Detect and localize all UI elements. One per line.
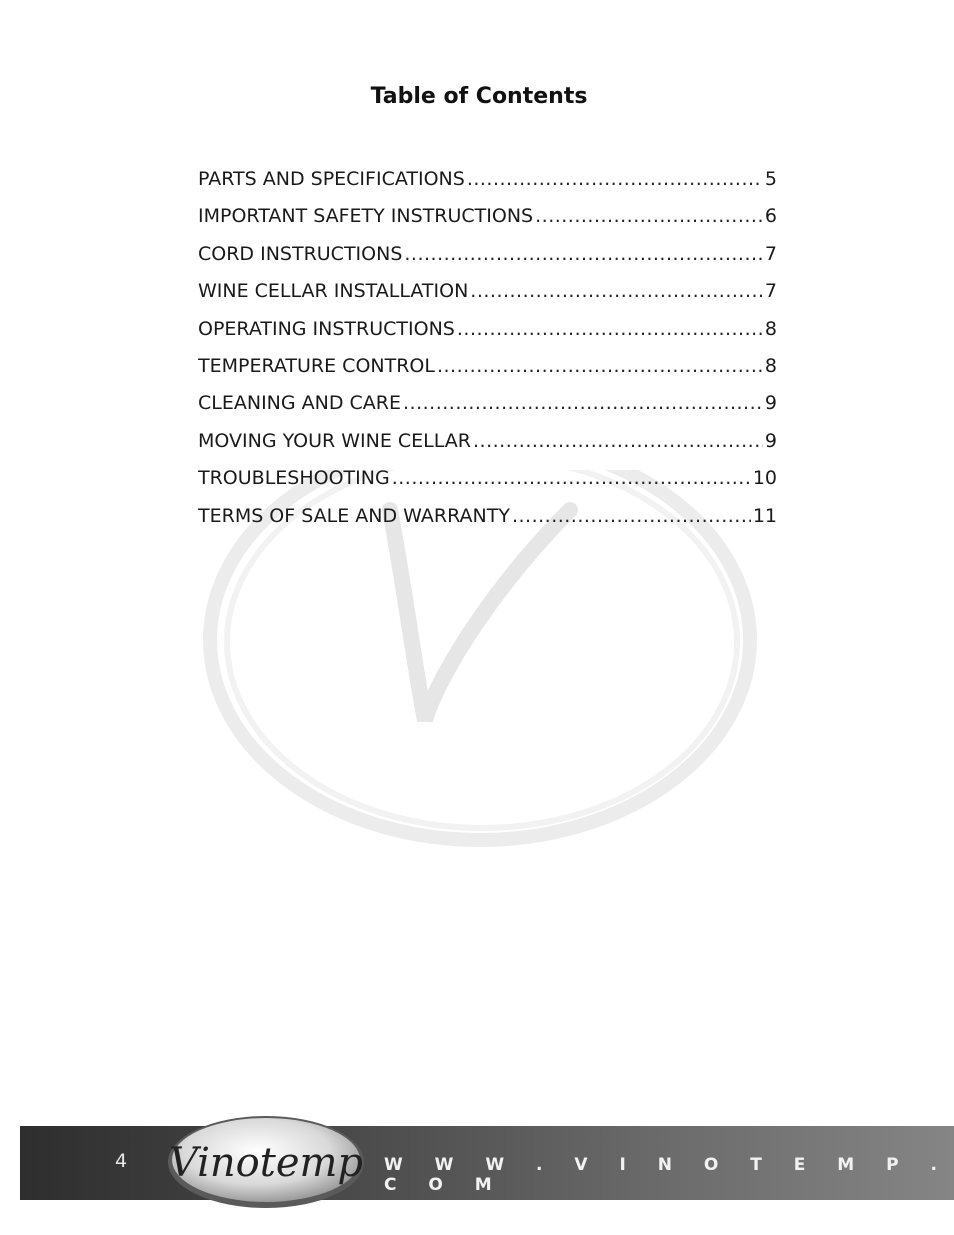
toc-entry-page: 6: [764, 205, 777, 228]
toc-dot-leader: [473, 430, 763, 452]
toc-entry-page: 7: [764, 280, 777, 303]
toc-dot-leader: [403, 392, 763, 414]
vinotemp-logo[interactable]: [166, 1112, 366, 1212]
toc-entry[interactable]: [198, 318, 777, 355]
toc-dot-leader: [457, 318, 763, 340]
toc-dot-leader: [470, 280, 763, 302]
toc-dot-leader: [467, 168, 763, 190]
toc-entry-page: 9: [764, 429, 777, 452]
toc-entry[interactable]: [198, 243, 777, 280]
toc-entry-label: IMPORTANT SAFETY INSTRUCTIONS: [198, 205, 534, 228]
toc-entry[interactable]: [198, 392, 777, 429]
toc-entry-page: 7: [764, 242, 777, 265]
toc-entry-label: OPERATING INSTRUCTIONS: [198, 317, 455, 340]
toc-entry-page: 10: [752, 467, 777, 490]
toc-entry[interactable]: [198, 430, 777, 467]
toc-dot-leader: [437, 355, 763, 377]
toc-entry[interactable]: [198, 467, 777, 504]
toc-entry[interactable]: [198, 505, 777, 542]
toc-entry[interactable]: [198, 355, 777, 392]
toc-entry[interactable]: [198, 168, 777, 205]
logo-text: Vinotemp: [168, 1140, 364, 1186]
toc-entry-label: TEMPERATURE CONTROL: [198, 354, 435, 377]
toc-dot-leader: [392, 467, 751, 489]
toc-entry-label: TERMS OF SALE AND WARRANTY: [198, 504, 510, 527]
table-of-contents: [198, 168, 777, 542]
toc-entry-page: 8: [764, 354, 777, 377]
page-title: Table of Contents: [370, 84, 588, 109]
toc-entry[interactable]: [198, 280, 777, 317]
page-number: 4: [115, 1150, 128, 1172]
toc-entry-label: CLEANING AND CARE: [198, 392, 401, 415]
toc-entry[interactable]: [198, 205, 777, 242]
toc-entry-page: 11: [752, 504, 777, 527]
toc-dot-leader: [404, 243, 763, 265]
toc-dot-leader: [535, 205, 763, 227]
toc-entry-page: 5: [764, 168, 777, 190]
toc-entry-label: CORD INSTRUCTIONS: [198, 242, 403, 265]
toc-entry-label: WINE CELLAR INSTALLATION: [198, 280, 469, 303]
toc-entry-page: 8: [764, 317, 777, 340]
toc-entry-label: TROUBLESHOOTING: [198, 467, 390, 490]
toc-entry-label: MOVING YOUR WINE CELLAR: [198, 429, 471, 452]
website-url[interactable]: W W W . V I N O T E M P . C O M: [384, 1155, 950, 1195]
toc-dot-leader: [512, 505, 751, 527]
toc-entry-page: 9: [764, 392, 777, 415]
toc-entry-label: PARTS AND SPECIFICATIONS: [198, 168, 465, 190]
